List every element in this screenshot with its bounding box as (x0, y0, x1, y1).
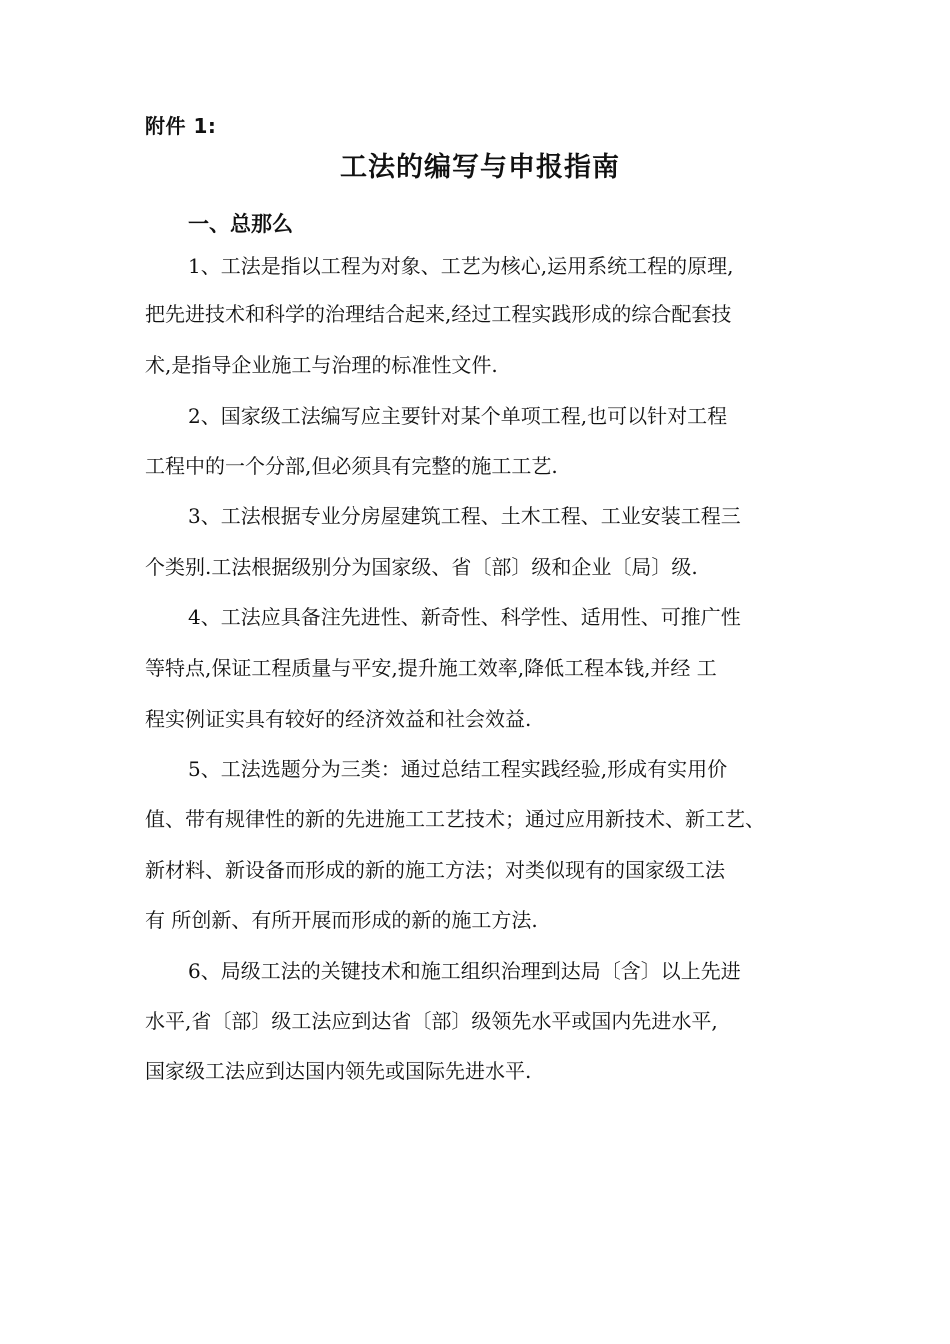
paragraph-1-line-2: 把先进技术和科学的治理结合起来,经过工程实践形成的综合配套技 (145, 302, 732, 326)
page-title: 工法的编写与申报指南 (340, 152, 620, 183)
paragraph-1-line-1: 1、工法是指以工程为对象、工艺为核心,运用系统工程的原理, (188, 254, 734, 278)
section-heading: 一、总那么 (188, 212, 293, 236)
paragraph-6-line-2: 水平,省〔部〕级工法应到达省〔部〕级领先水平或国内先进水平, (145, 1009, 718, 1033)
paragraph-3-line-2: 个类别.工法根据级别分为国家级、省〔部〕级和企业〔局〕级. (145, 555, 698, 579)
paragraph-5-line-1: 5、工法选题分为三类：通过总结工程实践经验,形成有实用价 (188, 757, 728, 781)
paragraph-2-line-2: 工程中的一个分部,但必须具有完整的施工工艺. (145, 454, 558, 478)
paragraph-3-line-1: 3、工法根据专业分房屋建筑工程、土木工程、工业安装工程三 (188, 504, 741, 528)
paragraph-4-line-2: 等特点,保证工程质量与平安,提升施工效率,降低工程本钱,并经 工 (145, 656, 717, 680)
paragraph-6-line-3: 国家级工法应到达国内领先或国际先进水平. (145, 1059, 532, 1083)
paragraph-5-line-2: 值、带有规律性的新的先进施工工艺技术；通过应用新技术、新工艺、 (145, 807, 765, 831)
attachment-label: 附件 1: (145, 114, 217, 138)
paragraph-4-line-3: 程实例证实具有较好的经济效益和社会效益. (145, 707, 532, 731)
paragraph-5-line-3: 新材料、新设备而形成的新的施工方法；对类似现有的国家级工法 (145, 858, 725, 882)
paragraph-1-line-3: 术,是指导企业施工与治理的标准性文件. (145, 353, 498, 377)
paragraph-5-line-4: 有 所创新、有所开展而形成的新的施工方法. (145, 908, 538, 932)
paragraph-6-line-1: 6、局级工法的关键技术和施工组织治理到达局〔含〕以上先进 (188, 959, 741, 983)
paragraph-4-line-1: 4、工法应具备注先进性、新奇性、科学性、适用性、可推广性 (188, 605, 741, 629)
paragraph-2-line-1: 2、国家级工法编写应主要针对某个单项工程,也可以针对工程 (188, 404, 728, 428)
